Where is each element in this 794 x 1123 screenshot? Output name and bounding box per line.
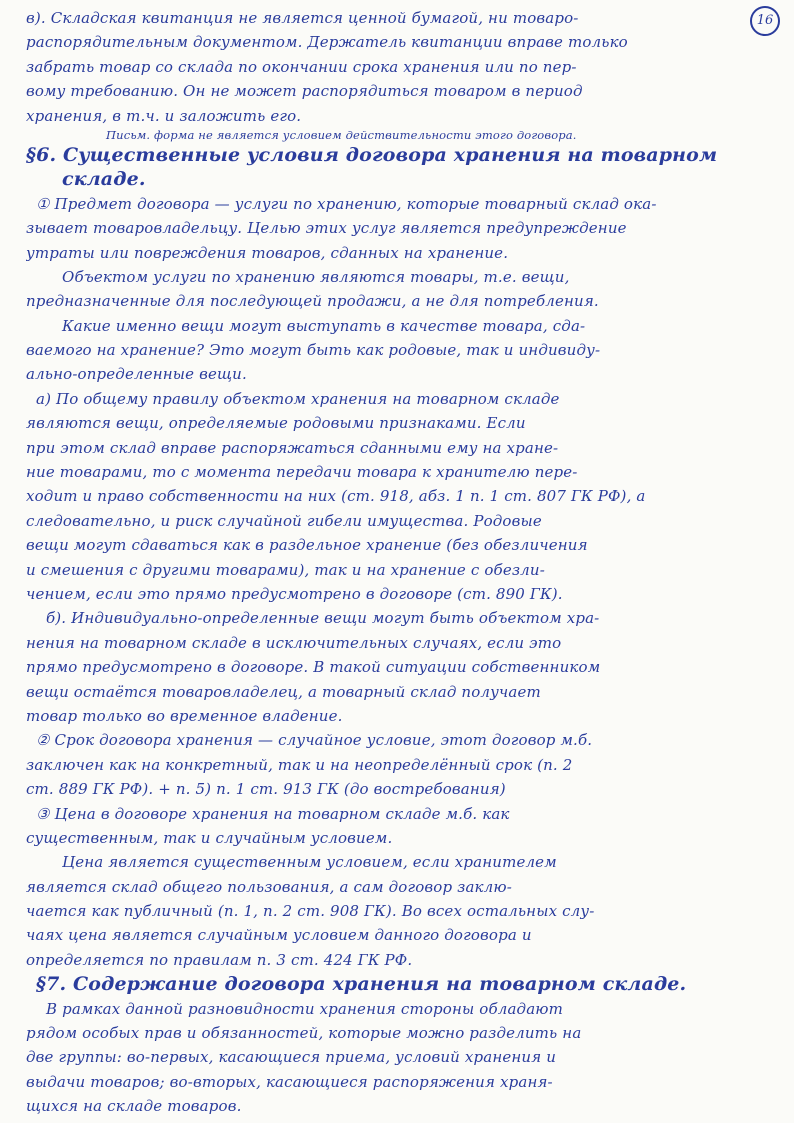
text-line: ② Срок договора хранения — случайное условие, этот договор м.б. <box>36 731 593 750</box>
text-line: вещи могут сдаваться как в раздельное хранение (без обезличения <box>26 536 588 555</box>
text-line: следовательно, и риск случайной гибели имущества. Родовые <box>26 511 542 530</box>
text-line: существенным, так и случайным условием. <box>26 828 393 847</box>
text-line: Какие именно вещи могут выступать в качестве товара, сда- <box>62 316 586 335</box>
text-line: зывает товаровладельцу. Целью этих услуг является предупреждение <box>26 219 627 238</box>
section-heading: §7. Содержание договора хранения на товарном складе. <box>36 973 687 996</box>
text-line: распорядительным документом. Держатель квитанции вправе только <box>26 33 628 52</box>
page-number: 16 <box>750 6 780 36</box>
handwritten-text <box>26 6 768 1119</box>
text-line: чаях цена является случайным условием данного договора и <box>26 926 532 945</box>
text-line: Объектом услуги по хранению являются товары, т.е. вещи, <box>62 267 570 286</box>
text-line: ходит и право собственности на них (ст. 918, абз. 1 п. 1 ст. 807 ГК РФ), а <box>26 487 646 506</box>
text-line: утраты или повреждения товаров, сданных на хранение. <box>26 243 509 262</box>
text-line: ③ Цена в договоре хранения на товарном складе м.б. как <box>36 804 510 823</box>
text-line: две группы: во-первых, касающиеся приема, условий хранения и <box>26 1048 557 1067</box>
text-line: вещи остаётся товаровладелец, а товарный склад получает <box>26 682 541 701</box>
text-line: щихся на складе товаров. <box>26 1097 242 1116</box>
text-line: рядом особых прав и обязанностей, которые можно разделить на <box>26 1024 582 1043</box>
section-heading: складе. <box>62 168 146 191</box>
text-line: чается как публичный (п. 1, п. 2 ст. 908 ГК). Во всех остальных слу- <box>26 902 595 921</box>
text-line: товар только во временное владение. <box>26 706 343 725</box>
text-line: при этом склад вправе распоряжаться сданными ему на хране- <box>26 438 559 457</box>
text-line: В рамках данной разновидности хранения стороны обладают <box>46 999 564 1018</box>
text-line: прямо предусмотрено в договоре. В такой ситуации собственником <box>26 658 601 677</box>
text-line: ние товарами, то с момента передачи товара к хранителю пере- <box>26 463 578 482</box>
text-line: выдачи товаров; во-вторых, касающиеся распоряжения храня- <box>26 1072 553 1091</box>
text-line: в). Складская квитанция не является ценной бумагой, ни товаро- <box>26 9 579 27</box>
text-line: и смешения с другими товарами), так и на хранение с обезли- <box>26 560 545 579</box>
text-line: определяется по правилам п. 3 ст. 424 ГК РФ. <box>26 950 413 969</box>
text-line: б). Индивидуально-определенные вещи могут быть объектом хра- <box>46 609 600 628</box>
text-line: заключен как на конкретный, так и на неопределённый срок (п. 2 <box>26 755 573 774</box>
text-line: чением, если это прямо предусмотрено в договоре (ст. 890 ГК). <box>26 584 563 603</box>
text-line: хранения, в т.ч. и заложить его. <box>26 106 302 125</box>
section-heading: §6. Существенные условия договора хранения на товарном <box>26 143 718 166</box>
text-line: предназначенные для последующей продажи, а не для потребления. <box>26 292 599 311</box>
text-line: Цена является существенным условием, если хранителем <box>62 853 557 872</box>
text-line: является склад общего пользования, а сам договор заклю- <box>26 877 512 896</box>
text-line: а) По общему правилу объектом хранения на товарном складе <box>36 389 560 408</box>
text-line: ваемого на хранение? Это могут быть как родовые, так и индивиду- <box>26 341 601 360</box>
margin-note: Письм. форма не является условием действительности этого договора. <box>106 127 577 142</box>
text-line: нения на товарном складе в исключительных случаях, если это <box>26 633 562 652</box>
text-line: ально-определенные вещи. <box>26 365 247 384</box>
text-line: вому требованию. Он не может распорядиться товаром в период <box>26 82 583 101</box>
text-line: являются вещи, определяемые родовыми признаками. Если <box>26 414 526 433</box>
text-line: забрать товар со склада по окончании срока хранения или по пер- <box>26 57 577 76</box>
text-line: ① Предмет договора — услуги по хранению, которые товарный склад ока- <box>36 194 657 213</box>
text-line: ст. 889 ГК РФ). + п. 5) п. 1 ст. 913 ГК (до востребования) <box>26 780 506 799</box>
